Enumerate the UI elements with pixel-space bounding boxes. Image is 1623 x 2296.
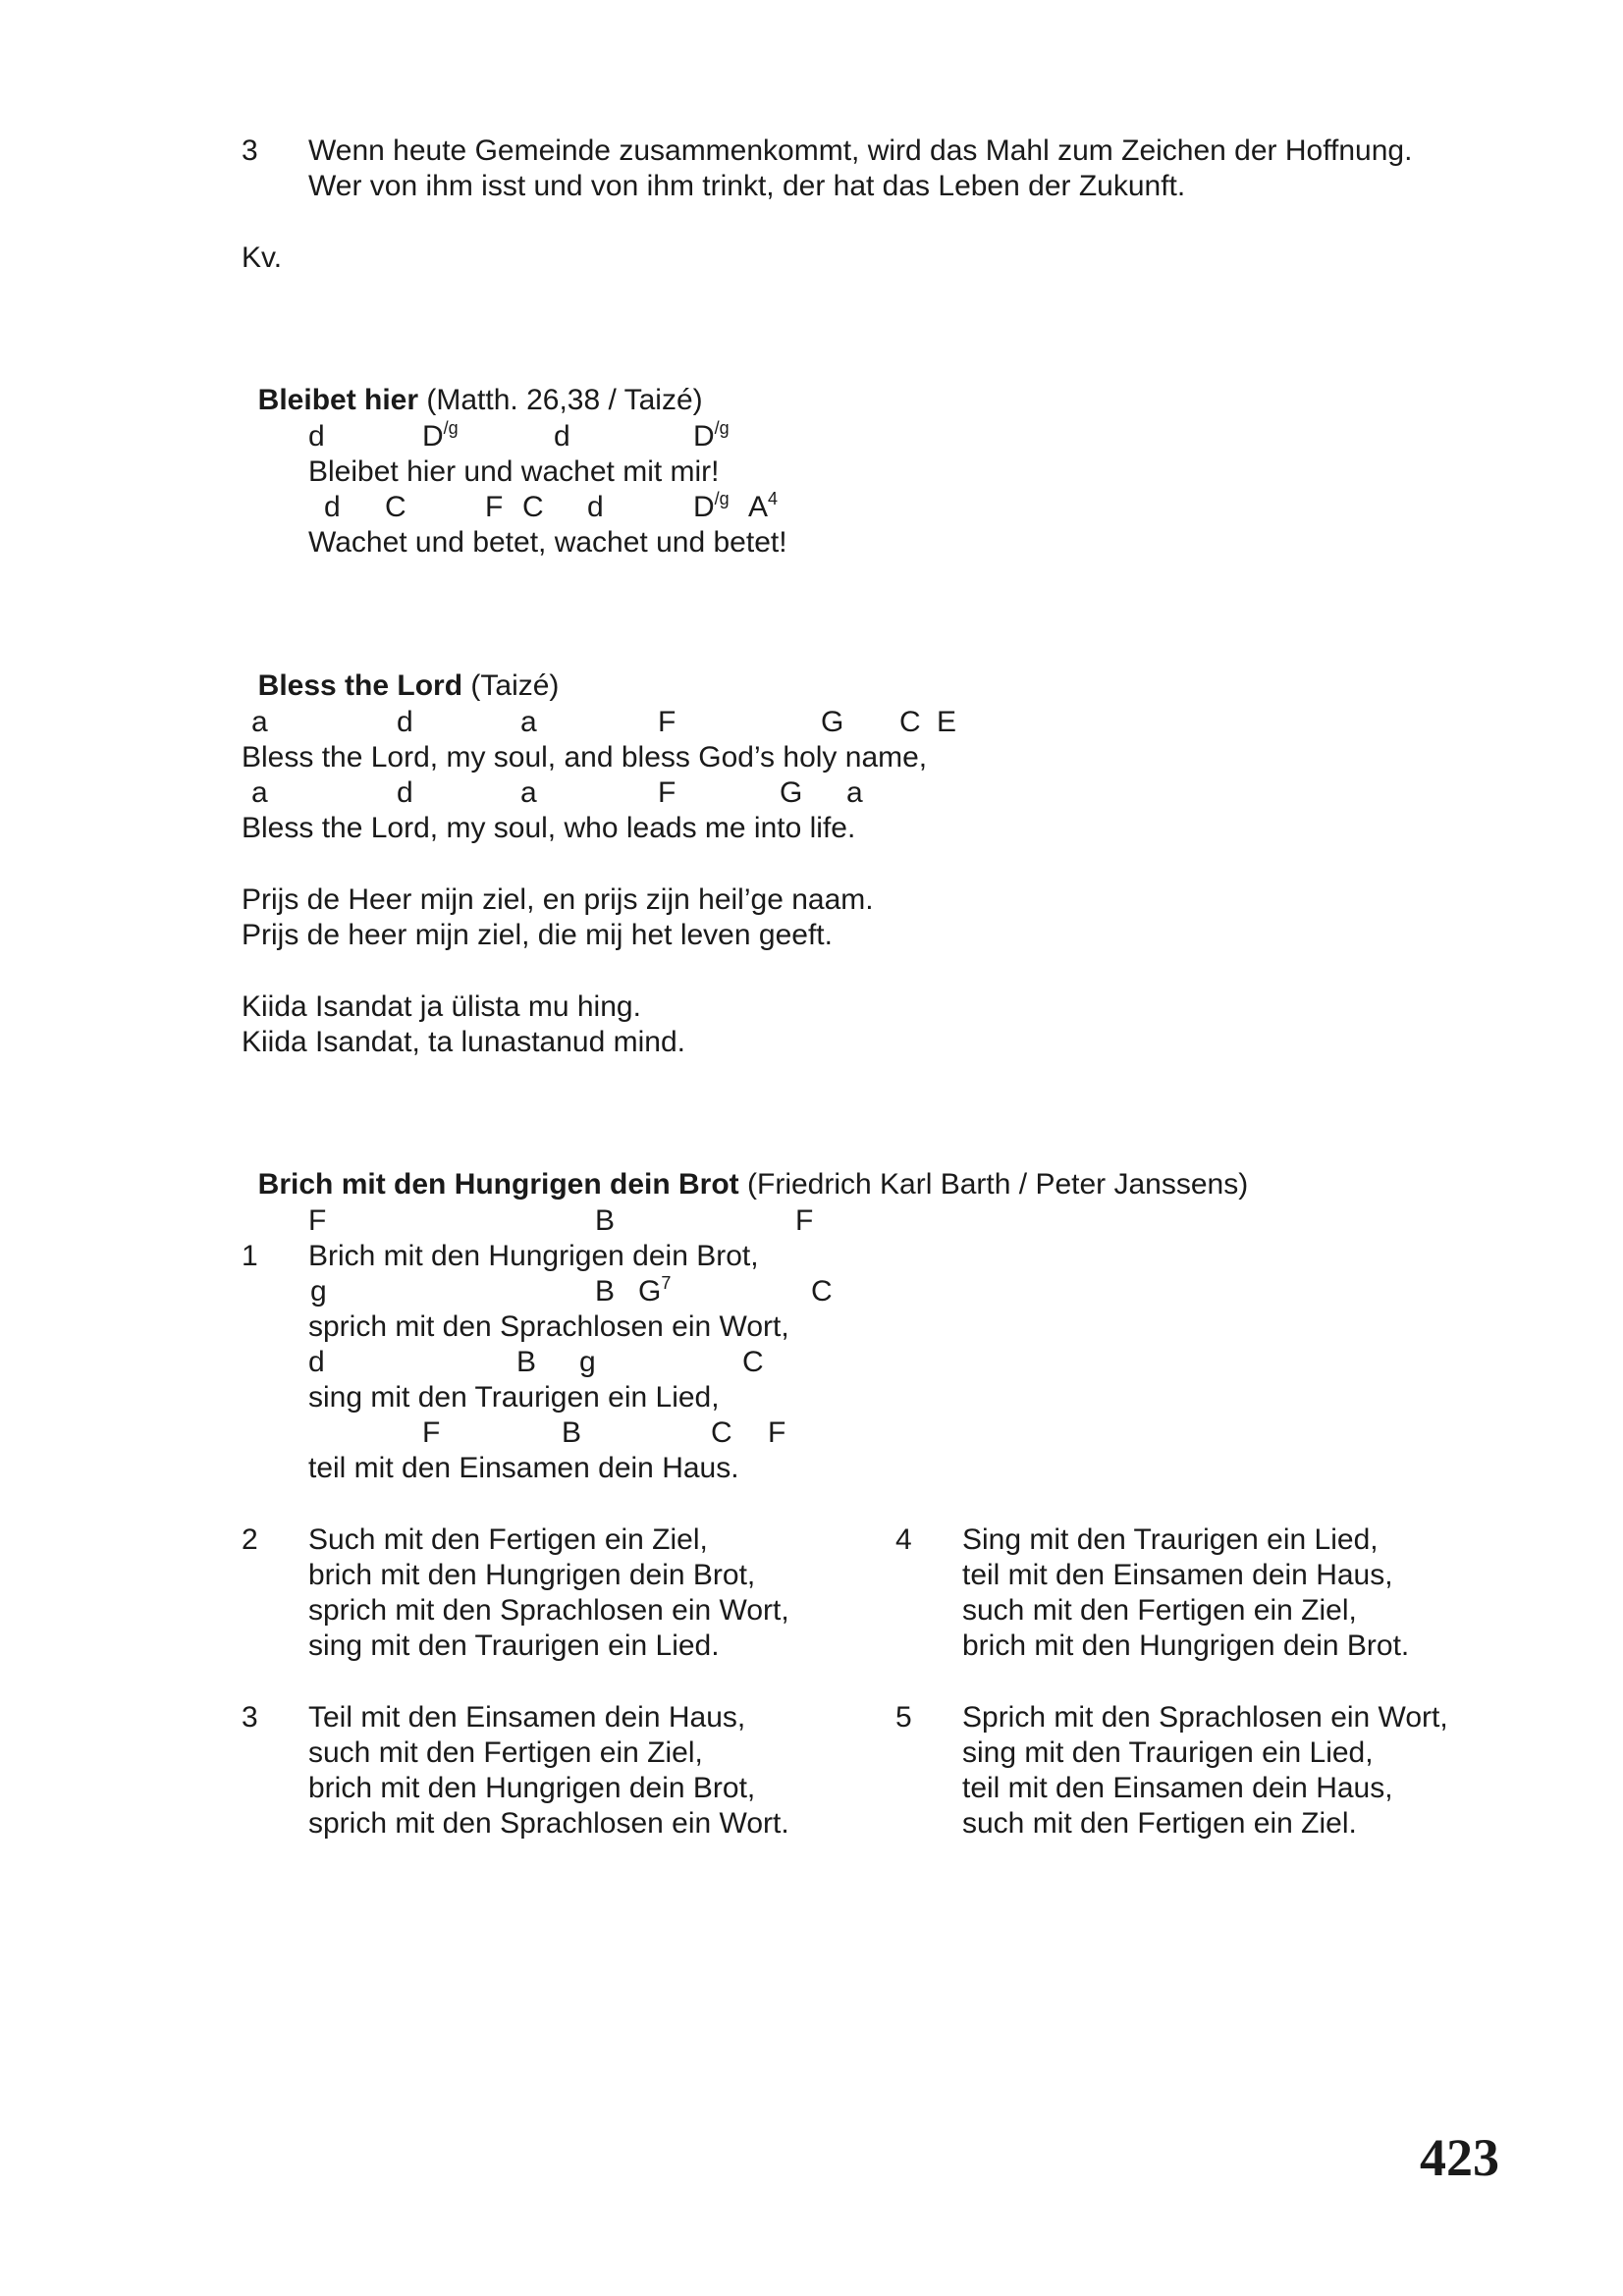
lyric-line: sprich mit den Sprachlosen ein Wort, xyxy=(308,1310,789,1343)
chord: d xyxy=(308,420,325,453)
chord: a xyxy=(251,706,268,738)
chord: F xyxy=(795,1204,814,1237)
song-title: Brich mit den Hungrigen dein Brot xyxy=(257,1168,739,1201)
chord: a xyxy=(520,776,537,809)
lyric-line: such mit den Fertigen ein Ziel, xyxy=(962,1594,1357,1627)
chord-root: A xyxy=(748,491,769,523)
lyric-line: teil mit den Einsamen dein Haus. xyxy=(308,1452,739,1484)
chord-root: D xyxy=(693,491,715,523)
page-number: 423 xyxy=(1420,2128,1499,2187)
verse-number: 5 xyxy=(895,1701,912,1734)
chord: C xyxy=(742,1346,764,1378)
chord: F xyxy=(658,776,676,809)
chord xyxy=(422,419,459,454)
lyric-line: Teil mit den Einsamen dein Haus, xyxy=(308,1701,746,1734)
chord-root: G xyxy=(638,1275,662,1308)
lyric-line: Brich mit den Hungrigen dein Brot, xyxy=(308,1240,759,1272)
lyric-line: sing mit den Traurigen ein Lied, xyxy=(308,1381,720,1414)
verse-number: 1 xyxy=(242,1240,258,1272)
verse-number: 4 xyxy=(895,1523,912,1556)
lyric-line: brich mit den Hungrigen dein Brot. xyxy=(962,1629,1410,1662)
chord: d xyxy=(587,491,604,523)
song-source: (Taizé) xyxy=(470,669,560,702)
chord: B xyxy=(562,1416,582,1449)
chord: C xyxy=(811,1275,833,1308)
chord xyxy=(638,1274,671,1309)
verse-number: 3 xyxy=(242,134,258,167)
lyric-line: Sing mit den Traurigen ein Lied, xyxy=(962,1523,1379,1556)
song-source: (Friedrich Karl Barth / Peter Janssens) xyxy=(747,1168,1249,1201)
song-heading xyxy=(242,347,703,418)
chord: F xyxy=(485,491,504,523)
verse-number: 2 xyxy=(242,1523,258,1556)
song-source: (Matth. 26,38 / Taizé) xyxy=(426,384,703,416)
chord xyxy=(693,419,730,454)
lyric-line: brich mit den Hungrigen dein Brot, xyxy=(308,1559,756,1591)
lyric-line: sprich mit den Sprachlosen ein Wort. xyxy=(308,1807,789,1840)
chord: C xyxy=(385,491,406,523)
chord: F xyxy=(308,1204,327,1237)
chord: B xyxy=(595,1275,616,1308)
chord: C xyxy=(711,1416,732,1449)
chord: g xyxy=(579,1346,596,1378)
chord-extension: 4 xyxy=(768,489,779,508)
chord-root: D xyxy=(422,420,444,453)
chord: G xyxy=(821,706,844,738)
chord: a xyxy=(846,776,863,809)
lyric-line: sing mit den Traurigen ein Lied, xyxy=(962,1736,1374,1769)
lyric-line: Bleibet hier und wachet mit mir! xyxy=(308,455,720,488)
lyric-line: teil mit den Einsamen dein Haus, xyxy=(962,1559,1393,1591)
chord xyxy=(693,490,730,525)
lyric-line: sing mit den Traurigen ein Lied. xyxy=(308,1629,720,1662)
lyric-line: teil mit den Einsamen dein Haus, xyxy=(962,1772,1393,1804)
chord: G xyxy=(780,776,803,809)
chord: F xyxy=(658,706,676,738)
lyric-line: Bless the Lord, my soul, and bless God’s holy name, xyxy=(242,741,928,774)
lyric-line: such mit den Fertigen ein Ziel, xyxy=(308,1736,703,1769)
song-title: Bless the Lord xyxy=(257,669,463,702)
verse-number: 3 xyxy=(242,1701,258,1734)
chord: E xyxy=(937,706,957,738)
chord: d xyxy=(308,1346,325,1378)
chord: F xyxy=(422,1416,441,1449)
chord-root: D xyxy=(693,420,715,453)
chord: d xyxy=(397,706,413,738)
lyric-line: Sprich mit den Sprachlosen ein Wort, xyxy=(962,1701,1448,1734)
chord: C xyxy=(522,491,544,523)
refrain-marker: Kv. xyxy=(242,241,283,274)
chord: B xyxy=(516,1346,537,1378)
chord: F xyxy=(768,1416,786,1449)
song-title: Bleibet hier xyxy=(257,384,419,416)
chord-extension: 7 xyxy=(661,1273,672,1293)
chord xyxy=(748,490,778,525)
chord-bass: /g xyxy=(714,418,730,438)
chord: d xyxy=(324,491,341,523)
lyric-line: sprich mit den Sprachlosen ein Wort, xyxy=(308,1594,789,1627)
lyric-line: Such mit den Fertigen ein Ziel, xyxy=(308,1523,708,1556)
song-heading xyxy=(242,1132,1248,1202)
lyric-line: Prijs de Heer mijn ziel, en prijs zijn heil’ge naam. xyxy=(242,883,874,916)
chord: a xyxy=(520,706,537,738)
lyric-line: brich mit den Hungrigen dein Brot, xyxy=(308,1772,756,1804)
chord: g xyxy=(310,1275,327,1308)
lyric-line: Kiida Isandat, ta lunastanud mind. xyxy=(242,1026,685,1058)
chord: a xyxy=(251,776,268,809)
song-heading xyxy=(242,633,559,704)
chord: d xyxy=(397,776,413,809)
chord: C xyxy=(899,706,921,738)
lyric-line: Wachet und betet, wachet und betet! xyxy=(308,526,787,559)
lyric-line: Wer von ihm isst und von ihm trinkt, der hat das Leben der Zukunft. xyxy=(308,170,1186,202)
lyric-line: Prijs de heer mijn ziel, die mij het leven geeft. xyxy=(242,919,833,951)
chord-bass: /g xyxy=(443,418,459,438)
lyric-line: Bless the Lord, my soul, who leads me into life. xyxy=(242,812,856,844)
chord-bass: /g xyxy=(714,489,730,508)
chord: B xyxy=(595,1204,616,1237)
lyric-line: Kiida Isandat ja ülista mu hing. xyxy=(242,990,641,1023)
lyric-line: such mit den Fertigen ein Ziel. xyxy=(962,1807,1357,1840)
chord: d xyxy=(554,420,570,453)
lyric-line: Wenn heute Gemeinde zusammenkommt, wird das Mahl zum Zeichen der Hoffnung. xyxy=(308,134,1413,167)
